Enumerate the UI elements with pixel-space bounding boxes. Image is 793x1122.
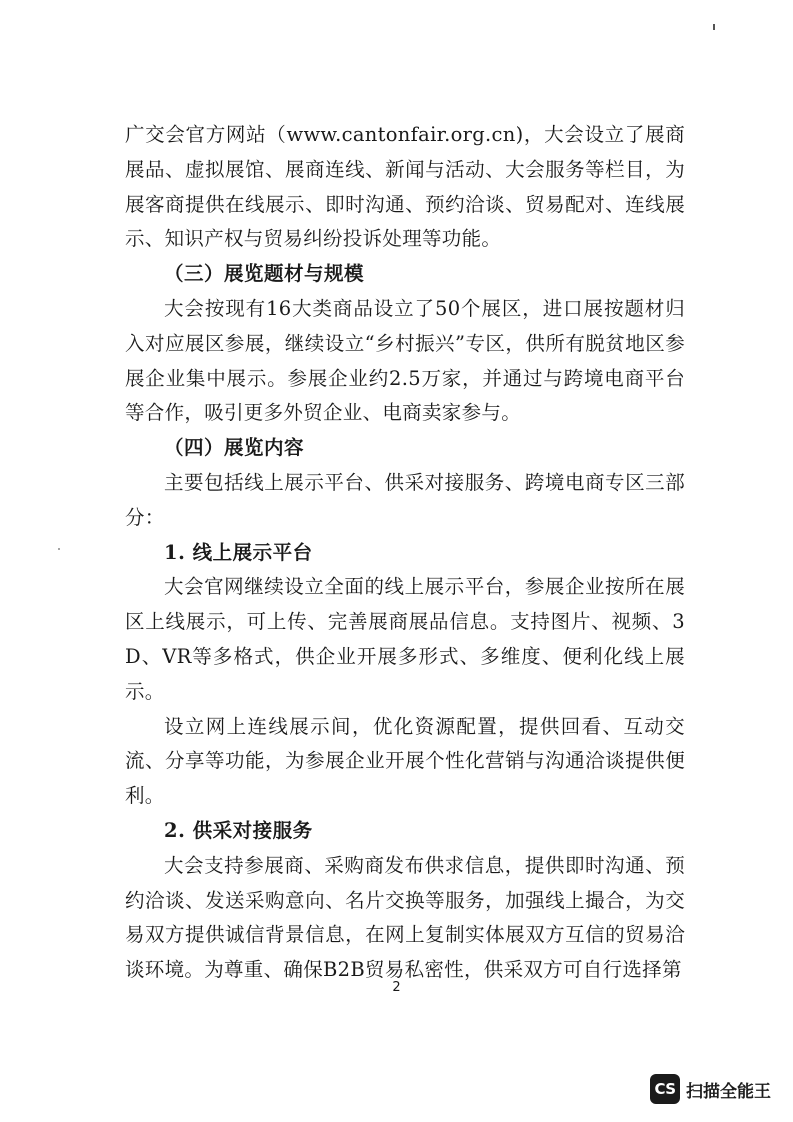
document-body <box>125 118 685 988</box>
section-heading-3: （三）展览题材与规模 <box>164 262 365 286</box>
paragraph: 大会按现有16大类商品设立了50个展区，进口展按题材归入对应展区参展，继续设立“乡村振兴”专区，供所有脱贫地区参展企业集中展示。参展企业约2.5万家，并通过与跨境电商平台等合作，吸引更多外贸企业、电商卖家参与。 <box>125 296 685 425</box>
paragraph: 主要包括线上展示平台、供采对接服务、跨境电商专区三部分： <box>125 470 685 529</box>
scanner-watermark <box>650 1074 771 1104</box>
section-heading-4: （四）展览内容 <box>164 436 305 460</box>
paragraph: 大会支持参展商、采购商发布供求信息，提供即时沟通、预约洽谈、发送采购意向、名片交换等服务，加强线上撮合，为交易双方提供诚信背景信息，在网上复制实体展双方互信的贸易洽谈环境。为尊重、确保B2B贸易私密性，供采双方可自行选择第 <box>125 853 685 982</box>
watermark-brand-text: 扫描全能王 <box>686 1081 771 1102</box>
camscanner-logo-icon: CS <box>650 1074 680 1104</box>
paragraph: 设立网上连线展示间，优化资源配置，提供回看、互动交流、分享等功能，为参展企业开展个性化营销与沟通洽谈提供便利。 <box>125 714 685 808</box>
paragraph: 大会官网继续设立全面的线上展示平台，参展企业按所在展区上线展示，可上传、完善展商展品信息。支持图片、视频、3D、VR等多格式，供企业开展多形式、多维度、便利化线上展示。 <box>125 575 685 703</box>
subsection-heading-2: 2. 供采对接服务 <box>164 818 313 842</box>
page-number: 2 <box>392 980 401 995</box>
scan-mark <box>713 24 715 30</box>
subsection-heading-1: 1. 线上展示平台 <box>164 540 313 564</box>
scan-speck <box>58 548 60 550</box>
paragraph: 广交会官方网站（www.cantonfair.org.cn)，大会设立了展商展品、虚拟展馆、展商连线、新闻与活动、大会服务等栏目，为展客商提供在线展示、即时沟通、预约洽谈、贸易配对、连线展示、知识产权与贸易纠纷投诉处理等功能。 <box>125 123 685 251</box>
